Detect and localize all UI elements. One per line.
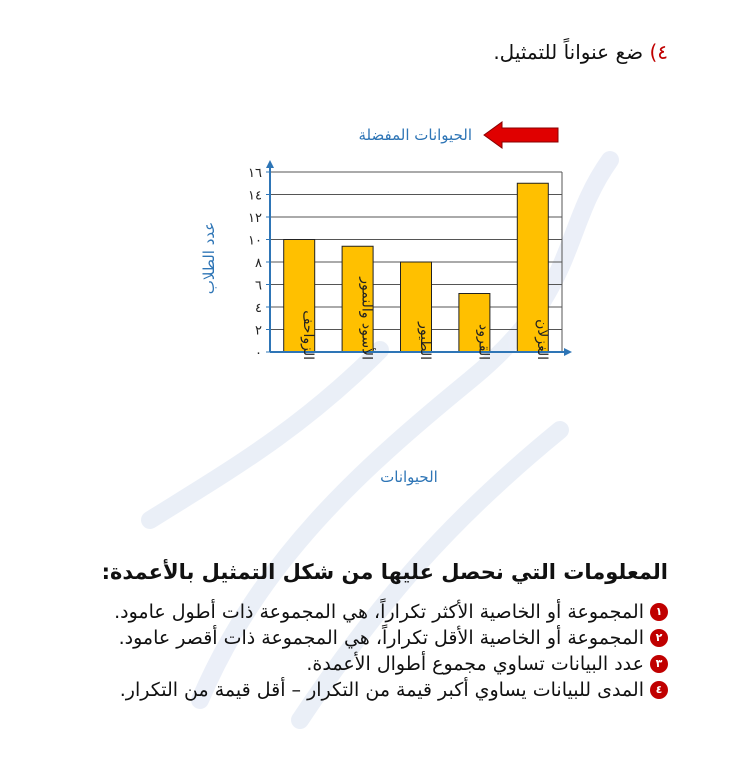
y-tick-label: ٢ xyxy=(255,323,262,339)
list-item-text: عدد البيانات تساوي مجموع أطوال الأعمدة. xyxy=(306,653,644,675)
info-title: المعلومات التي نحصل عليها من شكل التمثيل بالأعمدة: xyxy=(101,560,668,584)
number-badge: ٢ xyxy=(650,629,668,647)
x-tick-label: الأسود والنمور xyxy=(358,277,375,360)
y-tick-label: ١٦ xyxy=(248,166,262,181)
list-item xyxy=(114,651,668,677)
list-item xyxy=(114,677,668,703)
y-tick-label: ١٢ xyxy=(248,211,262,226)
x-tick-label: الغزلان xyxy=(533,319,550,360)
number-badge: ٤ xyxy=(650,681,668,699)
y-axis-arrow xyxy=(266,160,274,168)
y-tick-label: ٨ xyxy=(255,256,262,271)
question-number: ٤) xyxy=(649,40,668,64)
chart-title: الحيوانات المفضلة xyxy=(358,126,472,144)
number-badge: ١ xyxy=(650,603,668,621)
x-axis-arrow xyxy=(564,348,572,356)
x-tick-label: الطيور xyxy=(417,322,433,360)
y-tick-label: ١٠ xyxy=(248,233,262,249)
title-arrow-icon xyxy=(484,122,558,148)
x-tick-label: القرود xyxy=(475,324,492,360)
number-badge: ٣ xyxy=(650,655,668,673)
list-item xyxy=(114,599,668,625)
info-list xyxy=(114,599,668,703)
list-item-text: المدى للبيانات يساوي أكبر قيمة من التكرار – أقل قيمة من التكرار. xyxy=(119,679,644,701)
y-tick-label: ٤ xyxy=(255,301,262,316)
list-item xyxy=(114,625,668,651)
x-axis-label: الحيوانات xyxy=(380,468,438,486)
x-tick-label: الزواحف xyxy=(300,310,317,360)
y-tick-label: ٦ xyxy=(255,278,262,294)
y-tick-label: ٠ xyxy=(255,346,262,361)
list-item-text: المجموعة أو الخاصية الأقل تكراراً، هي المجموعة ذات أقصر عامود. xyxy=(118,627,644,649)
question-text: ضع عنواناً للتمثيل. xyxy=(493,40,644,64)
y-axis-label: عدد الطلاب xyxy=(200,221,218,295)
list-item-text: المجموعة أو الخاصية الأكثر تكراراً، هي المجموعة ذات أطول عامود. xyxy=(114,601,644,623)
y-tick-label: ١٤ xyxy=(248,188,262,204)
